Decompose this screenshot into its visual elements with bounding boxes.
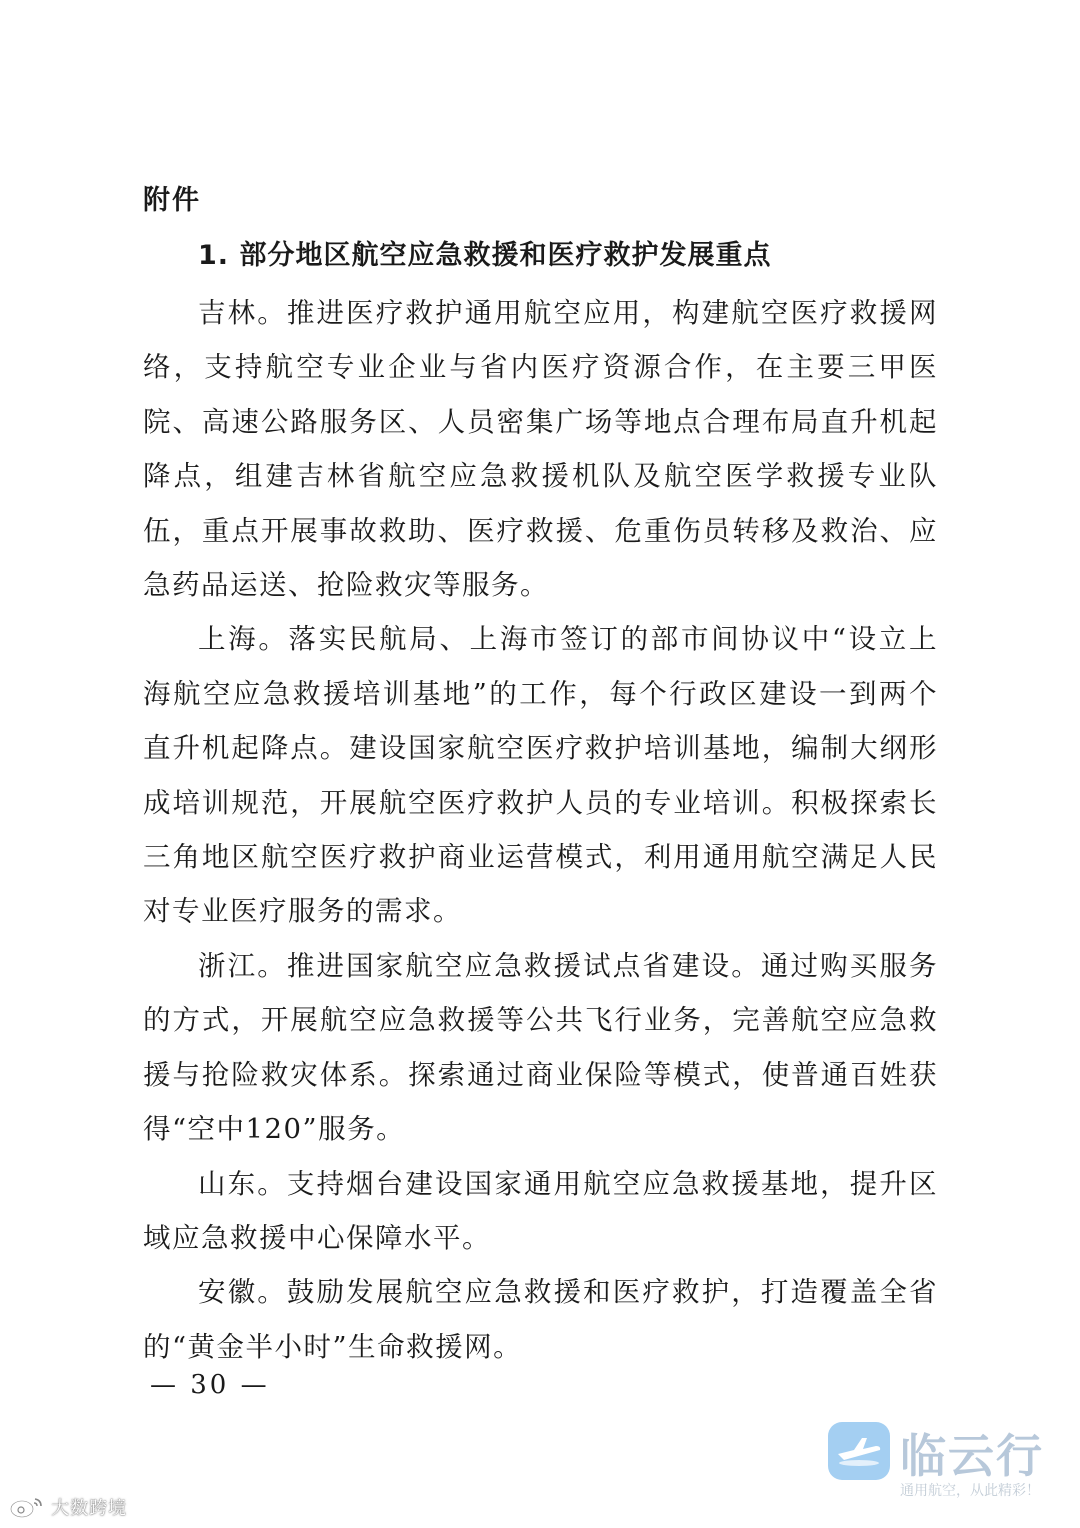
weibo-icon — [8, 1495, 46, 1519]
paragraph-shandong: 山东。支持烟台建设国家通用航空应急救援基地，提升区域应急救援中心保障水平。 — [143, 1167, 938, 1254]
airplane-logo-icon — [828, 1422, 890, 1480]
source-name: 大数跨境 — [51, 1498, 128, 1519]
brand-slogan: 通用航空，从此精彩！ — [900, 1483, 1040, 1499]
attachment-heading: 附件 — [143, 185, 201, 216]
paragraph-jilin: 吉林。推进医疗救护通用航空应用，构建航空医疗救援网络，支持航空专业企业与省内医疗资源合作，在主要三甲医院、高速公路服务区、人员密集广场等地点合理布局直升机起降点，组建吉林省航空应急救援机队及航空医学救援专业队伍，重点开展事故救助、医疗救援、危重伤员转移及救治、应急药品运送、抢险救灾等服务。 — [143, 297, 938, 602]
paragraph-shanghai: 上海。落实民航局、上海市签订的部市间协议中“设立上海航空应急救援培训基地”的工作，每个行政区建设一到两个直升机起降点。建设国家航空医疗救护培训基地，编制大纲形成培训规范，开展航空医疗救护人员的专业培训。积极探索长三角地区航空医疗救护商业运营模式，利用通用航空满足人民对专业医疗服务的需求。 — [143, 623, 938, 928]
paragraph-zhejiang: 浙江。推进国家航空应急救援试点省建设。通过购买服务的方式，开展航空应急救援等公共飞行业务，完善航空应急救援与抢险救灾体系。探索通过商业保险等模式，使普通百姓获得“空中120”服务。 — [143, 949, 938, 1146]
brand-watermark — [828, 1422, 1068, 1502]
paragraph-anhui: 安徽。鼓励发展航空应急救援和医疗救护，打造覆盖全省的“黄金半小时”生命救援网。 — [143, 1276, 938, 1363]
brand-name: 临云行 — [900, 1429, 1044, 1483]
page-number: — 30 — — [150, 1370, 270, 1400]
section-title: 1. 部分地区航空应急救援和医疗救护发展重点 — [198, 240, 772, 271]
source-watermark — [8, 1494, 127, 1520]
document-body — [143, 286, 938, 1374]
